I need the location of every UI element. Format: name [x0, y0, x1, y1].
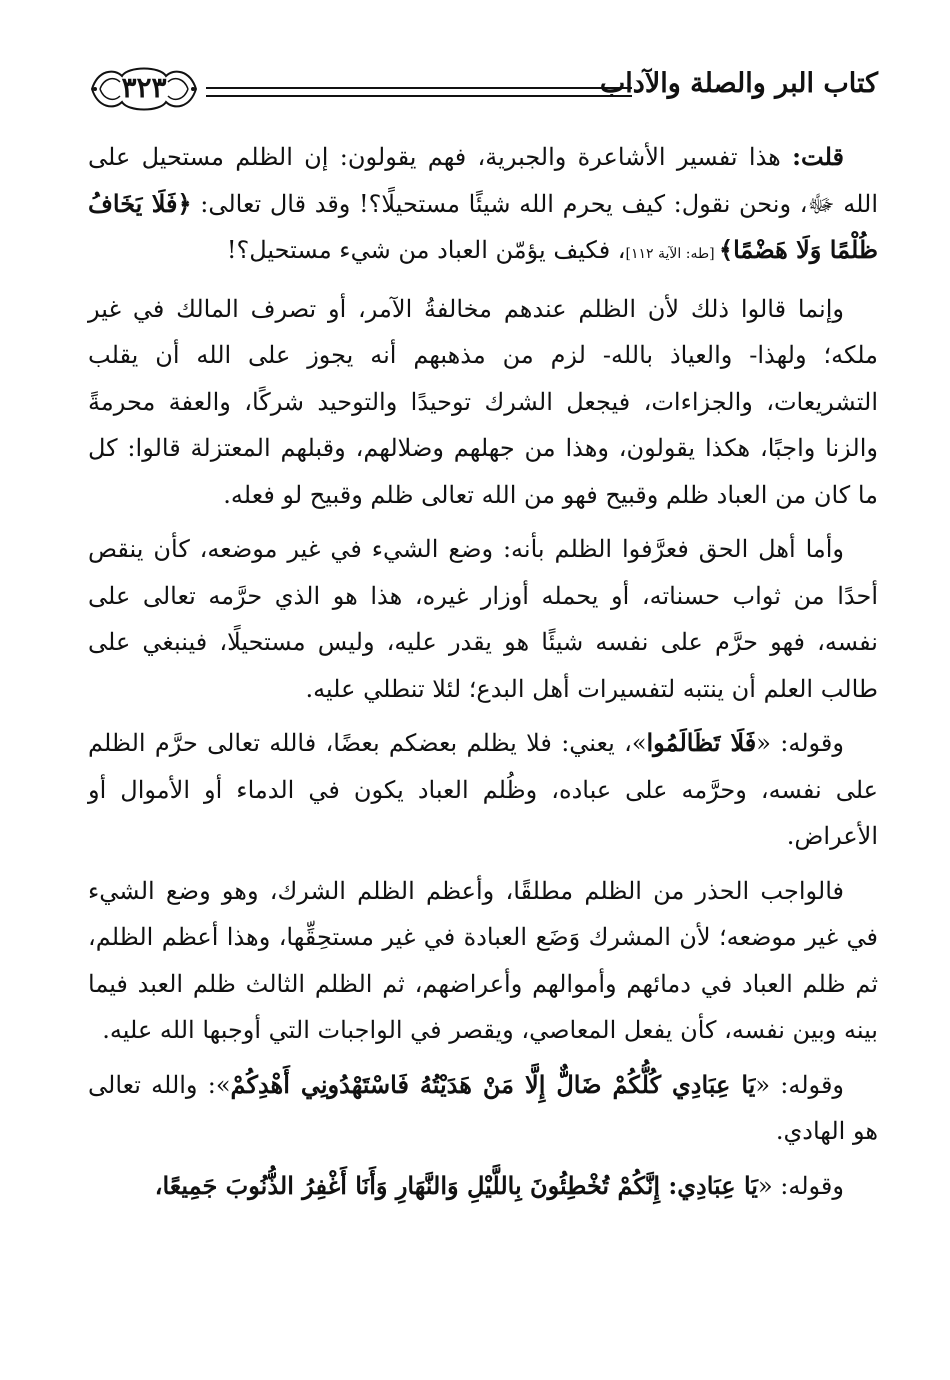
paragraph — [88, 286, 878, 519]
paragraph-text: »، يعني: فلا يظلم بعضكم بعضًا، فالله تعالى حرَّم الظلم على نفسه، وحرَّمه على عباده، وظُلم العباد يكون في الدماء أو الأموال أو الأعراض. — [88, 729, 878, 850]
paragraph-text: فالواجب الحذر من الظلم مطلقًا، وأعظم الظلم الشرك، وهو وضع الشيء في غير موضعه؛ لأن المشرك وَضَع العبادة في غير مستحِقِّها، وهذا أعظم الظلم، ثم ظلم العباد في دمائهم وأموالهم وأعراضهم، ثم الظلم الثالث ظلم العبد فيما بينه وبين نفسه، كأن يفعل المعاصي، ويقصر في الواجبات التي أوجبها الله عليه. — [88, 876, 878, 1044]
page-number-ornament — [88, 62, 200, 116]
hadith-quote: فَلَا تَظَالَمُوا — [646, 728, 757, 757]
page-header — [88, 58, 878, 122]
quran-quote: ﴿فَلَا يَخَافُ ظُلْمًا وَلَا هَضْمًا﴾ — [88, 188, 878, 264]
paragraph-text: وإنما قالوا ذلك لأن الظلم عندهم مخالفةُ الآمر، أو تصرف المالك في غير ملكه؛ ولهذا- والعياذ بالله- لزم من مذهبهم أنه يجوز على الله أن يقلب التشريعات، والجزاءات، فيجعل الشرك توحيدًا والتوحيد شركًا، والعفة محرمةً والزنا واجبًا، هكذا يقولون، وهذا من جهلهم وضلالهم، وقبلهم المعتزلة قالوا: كل ما كان من العباد ظلم وقبيح فهو من الله تعالى ظلم وقبيح لو فعله. — [88, 294, 878, 509]
page-body — [88, 134, 878, 1217]
paragraph-text: »: والله تعالى هو الهادي. — [88, 1070, 878, 1145]
header-rule — [206, 87, 632, 97]
verse-reference: [طه: الآية ١١٢] — [625, 246, 720, 262]
hadith-quote: يَا عِبَادِي كُلُّكُمْ ضَالٌّ إِلَّا مَنْ هَدَيْتُهُ فَاسْتَهْدُونِي أَهْدِكُمْ — [230, 1069, 756, 1099]
paragraph-text: وقوله: « — [756, 729, 844, 757]
paragraph-text: هذا تفسير الأشاعرة والجبرية، فهم يقولون: إن الظلم مستحيل على الله ﷻ، ونحن نقول: كيف يحرم الله شيئًا مستحيلًا؟! وقد قال تعالى: — [88, 143, 878, 218]
hadith-quote: يَا عِبَادِي: إِنَّكُمْ تُخْطِئُونَ بِاللَّيْلِ وَالنَّهَارِ وَأَنَا أَغْفِرُ الذُّنُوبَ جَمِيعًا، — [154, 1170, 758, 1200]
paragraph-text: وأما أهل الحق فعرَّفوا الظلم بأنه: وضع الشيء في غير موضعه، كأن ينقص أحدًا من ثواب حسناته، أو يحمله أوزار غيره، هذا هو الذي حرَّمه تعالى على نفسه، فهو حرَّم على نفسه شيئًا هو يقدر عليه، وليس مستحيلًا، فينبغي على طالب العلم أن ينتبه لتفسيرات أهل البدع؛ لئلا تنطلي عليه. — [88, 535, 878, 703]
paragraph-text: وقوله: « — [755, 1070, 845, 1099]
paragraph — [88, 526, 878, 712]
paragraph-lead: قلت: — [792, 142, 844, 171]
paragraph — [88, 720, 878, 860]
paragraph — [88, 868, 878, 1054]
paragraph — [88, 134, 878, 278]
page-number: ٣٢٣ — [121, 71, 167, 104]
paragraph-text: وقوله: « — [757, 1171, 844, 1200]
book-title: كتاب البر والصلة والآداب — [599, 68, 878, 99]
paragraph — [88, 1062, 878, 1155]
paragraph — [88, 1163, 878, 1210]
paragraph-text: ، فكيف يؤمّن العباد من شيء مستحيل؟! — [226, 236, 626, 264]
